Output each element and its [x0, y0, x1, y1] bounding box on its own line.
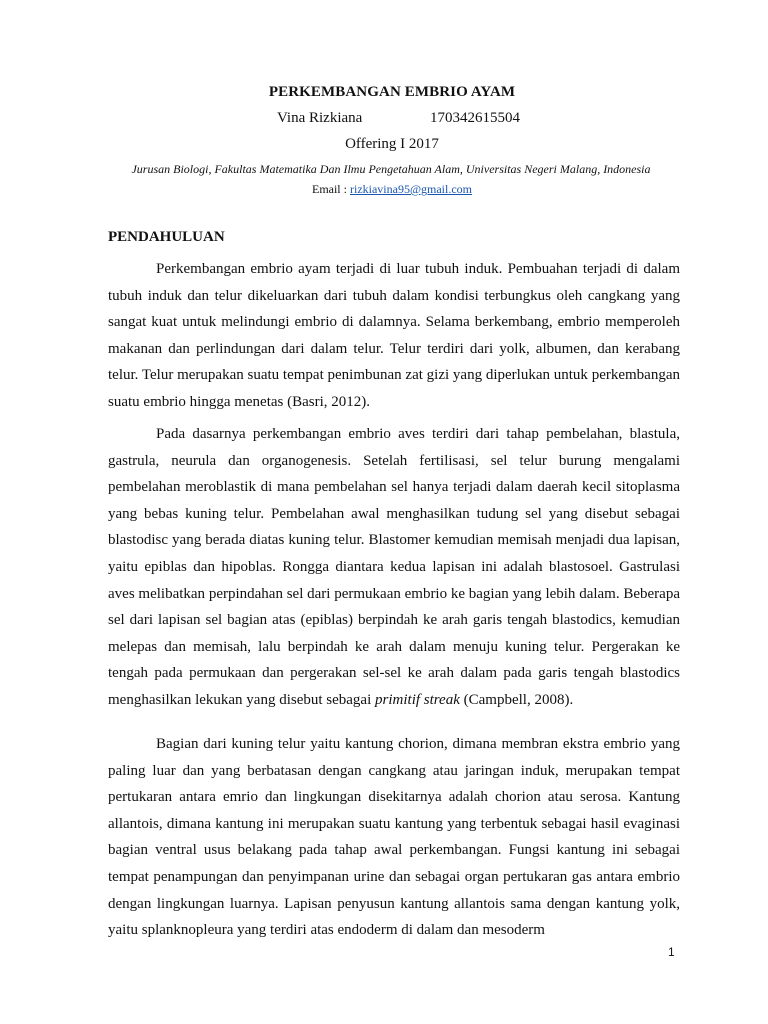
paragraph-2-text: Pada dasarnya perkembangan embrio aves terdiri dari tahap pembelahan, blastula, gastrula, neurula dan organogenesis. Setelah fertilisasi, sel telur burung mengalami pembelahan meroblastik di mana pembelahan sel hanya terjadi dalam daerah kecil sitoplasma yang bebas kuning telur. Pembelahan awal menghasilkan tudung sel yang disebut sebagai blastodisc yang berada diatas kuning telur. Blastomer kemudian memisah menjadi dua lapisan, yaitu epiblas dan hipoblas. Rongga diantara kedua lapisan ini adalah blastosoel. Gastrulasi aves melibatkan perpindahan sel dari permukaan embrio ke bagian yang lebih dalam. Beberapa sel dari lapisan sel bagian atas (epiblas) berpindah ke arah garis tengah blastodics, kemudian melepas dan memisah, lalu berpindah ke arah dalam menuju kuning telur. Pergerakan ke tengah pada permukaan dan pergerakan sel-sel ke arah dalam pada garis tengah blastodics menghasilkan lekukan yang disebut sebagai	[108, 426, 680, 708]
paragraph-1: Perkembangan embrio ayam terjadi di luar tubuh induk. Pembuahan terjadi di dalam tubuh induk dan telur dikeluarkan dari tubuh dalam kondisi terbungkus oleh cangkang yang sangat kuat untuk melindungi embrio di dalamnya. Selama berkembang, embrio memperoleh makanan dan perlindungan dari dalam telur. Telur terdiri dari yolk, albumen, dan kerabang telur. Telur merupakan suatu tempat penimbunan zat gizi yang diperlukan untuk perkembangan suatu embrio hingga menetas (Basri, 2012).	[108, 261, 680, 410]
paragraph-2-italic-term: primitif streak	[375, 691, 460, 708]
affiliation-line: Jurusan Biologi, Fakultas Matematika Dan Ilmu Pengetahuan Alam, Universitas Negeri Malang, Indonesia	[131, 162, 651, 176]
section-heading-pendahuluan: PENDAHULUAN	[108, 229, 225, 245]
paragraph-3: Bagian dari kuning telur yaitu kantung chorion, dimana membran ekstra embrio yang paling luar dan yang berbatasan dengan cangkang atau jaringan induk, merupakan tempat pertukaran antara emrio dan lingkungan disekitarnya adalah chorion atau serosa. Kantung allantois, dimana kantung ini merupakan suatu kantung yang terbentuk sebagai hasil evaginasi bagian ventral usus belakang pada tahap awal perkembangan. Fungsi kantung ini sebagai tempat penampungan dan penyimpanan urine dan sebagai organ pertukaran gas antara embrio dengan lingkungan luarnya. Lapisan penyusun kantung allantois sama dengan kantung yolk, yaitu splanknopleura yang terdiri atas endoderm di dalam dan mesoderm	[108, 736, 680, 939]
offering-line: Offering I 2017	[345, 136, 439, 152]
email-line	[0, 182, 768, 197]
page-number: 1	[668, 945, 675, 959]
author-name: Vina Rizkiana	[277, 110, 363, 126]
paragraph-2-citation: (Campbell, 2008).	[459, 691, 574, 708]
paragraph-2	[108, 421, 680, 714]
email-link[interactable]: rizkiavina95@gmail.com	[349, 182, 472, 196]
document-title: PERKEMBANGAN EMBRIO AYAM	[268, 84, 516, 100]
author-nim: 170342615504	[430, 110, 520, 126]
email-label: Email :	[311, 182, 350, 196]
